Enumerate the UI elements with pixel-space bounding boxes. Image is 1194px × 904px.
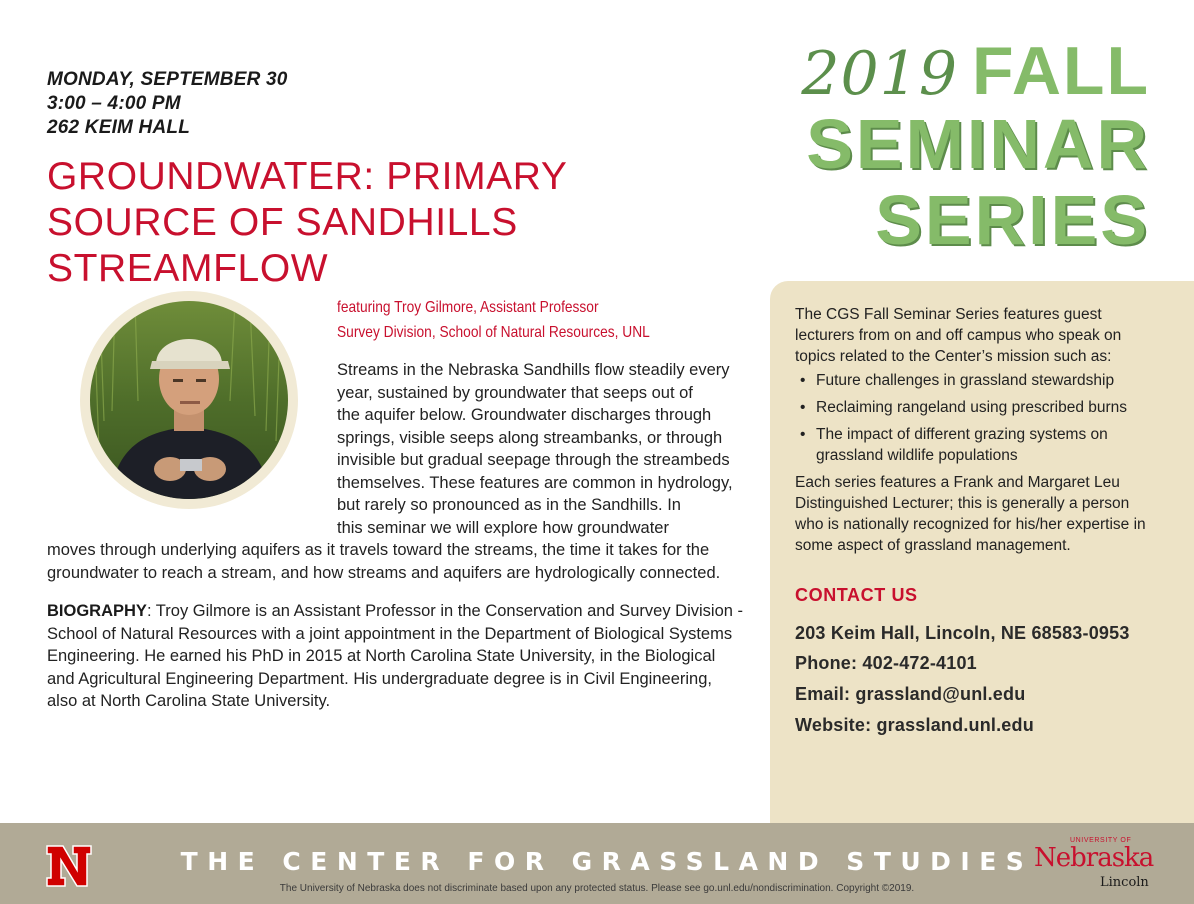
biography-line: and Agricultural Engineering Department. His undergraduate degree is in Civil Engineering,	[47, 669, 712, 688]
unl-logo-nebraska: Nebraska	[1034, 843, 1154, 873]
info-panel	[770, 281, 1194, 823]
biography-line	[47, 600, 743, 623]
description-line: Streams in the Nebraska Sandhills flow steadily every	[337, 361, 730, 379]
seminar-title-line: GROUNDWATER: PRIMARY	[47, 155, 568, 198]
footer-note: The University of Nebraska does not discriminate based upon any protected status. Please see go.unl.edu/nondiscrimination. Copyright ©2019.	[279, 883, 915, 894]
unl-logo	[1030, 837, 1160, 897]
panel-intro-line: lecturers from on and off campus who speak on	[795, 327, 1122, 344]
description-line: themselves. These features are common in hydrology,	[337, 473, 733, 492]
description-line: invisible but gradual seepage through the streambeds	[337, 451, 730, 469]
series-seminar: SEMINAR	[806, 105, 1150, 183]
series-heading	[801, 33, 1150, 259]
list-item-text: • Future challenges in grassland stewardship	[816, 372, 1115, 389]
contact-heading: CONTACT US	[795, 585, 918, 605]
list-item	[795, 424, 1108, 466]
event-location: 262 KEIM HALL	[47, 117, 191, 138]
biography-line: Engineering. He earned his PhD in 2015 at North Carolina State University, in the Biological	[47, 647, 716, 665]
seminar-title-line: SOURCE OF SANDHILLS	[47, 201, 518, 244]
biography-line: School of Natural Resources with a joint appointment in the Department of Biological Systems	[47, 624, 733, 643]
panel-lecturer-text	[795, 472, 1175, 556]
biography	[47, 600, 743, 713]
list-item-text: grassland wildlife populations	[816, 447, 1018, 464]
contact-email[interactable]: Email: grassland@unl.edu	[795, 684, 1026, 704]
biography-line: also at North Carolina State University.	[47, 692, 331, 710]
biography-text: : Troy Gilmore is an Assistant Professor in the Conservation and Survey Division -	[146, 602, 744, 620]
unl-logo-university: UNIVERSITY OF	[1070, 837, 1132, 844]
description-line: springs, visible seeps along streambanks, or through	[337, 428, 723, 447]
description-line: moves through underlying aquifers as it travels toward the streams, the time it takes for the	[47, 541, 710, 559]
panel-lecturer-line: who is nationally recognized for his/her expertise in	[795, 516, 1146, 533]
speaker-featuring	[337, 295, 650, 345]
panel-lecturer-line: Each series features a Frank and Margaret Leu	[795, 474, 1120, 491]
seminar-description-continued	[47, 539, 720, 584]
panel-lecturer-line: Distinguished Lecturer; this is generally a person	[795, 495, 1130, 512]
panel-lecturer-line: some aspect of grassland management.	[795, 537, 1071, 554]
footer	[0, 823, 1194, 904]
description-line: this seminar we will explore how groundwater	[337, 518, 669, 537]
event-info	[47, 68, 288, 140]
description-line: groundwater to reach a stream, and how streams and aquifers are hydrologically connected.	[47, 563, 721, 582]
featuring-line: Survey Division, School of Natural Resources, UNL	[337, 324, 650, 341]
description-line: year, sustained by groundwater that seeps out of	[337, 383, 693, 402]
list-item	[795, 397, 1127, 418]
panel-intro	[795, 304, 1175, 367]
unl-logo-lincoln: Lincoln	[1100, 875, 1149, 890]
footer-title: THE CENTER FOR GRASSLAND STUDIES	[180, 847, 1034, 876]
contact-address: 203 Keim Hall, Lincoln, NE 68583-0953	[795, 623, 1130, 643]
list-item-text: • Reclaiming rangeland using prescribed burns	[816, 399, 1128, 416]
speaker-photo	[80, 291, 298, 509]
year-fall-line	[801, 33, 1150, 109]
event-time: 3:00 – 4:00 PM	[47, 93, 181, 114]
series-fall: FALL	[972, 33, 1150, 109]
contact-website[interactable]: Website: grassland.unl.edu	[795, 715, 1034, 735]
seminar-title-line: STREAMFLOW	[47, 247, 329, 290]
speaker-photo-image	[90, 301, 288, 499]
list-item	[795, 370, 1114, 391]
series-year: 2019	[801, 39, 959, 109]
series-series: SERIES	[875, 181, 1150, 259]
panel-intro-line: topics related to the Center’s mission such as:	[795, 348, 1112, 365]
seminar-title	[47, 154, 687, 292]
biography-label: BIOGRAPHY	[47, 602, 147, 620]
list-item-text: • The impact of different grazing systems on	[816, 426, 1108, 443]
panel-intro-line: The CGS Fall Seminar Series features guest	[795, 306, 1102, 323]
seminar-description	[337, 359, 733, 539]
description-line: the aquifer below. Groundwater discharges through	[337, 406, 712, 424]
contact-phone[interactable]: Phone: 402-472-4101	[795, 653, 977, 673]
event-date: MONDAY, SEPTEMBER 30	[47, 69, 288, 90]
description-line: but rarely so pronounced as in the Sandhills. In	[337, 496, 681, 514]
featuring-line: featuring Troy Gilmore, Assistant Professor	[337, 299, 599, 316]
